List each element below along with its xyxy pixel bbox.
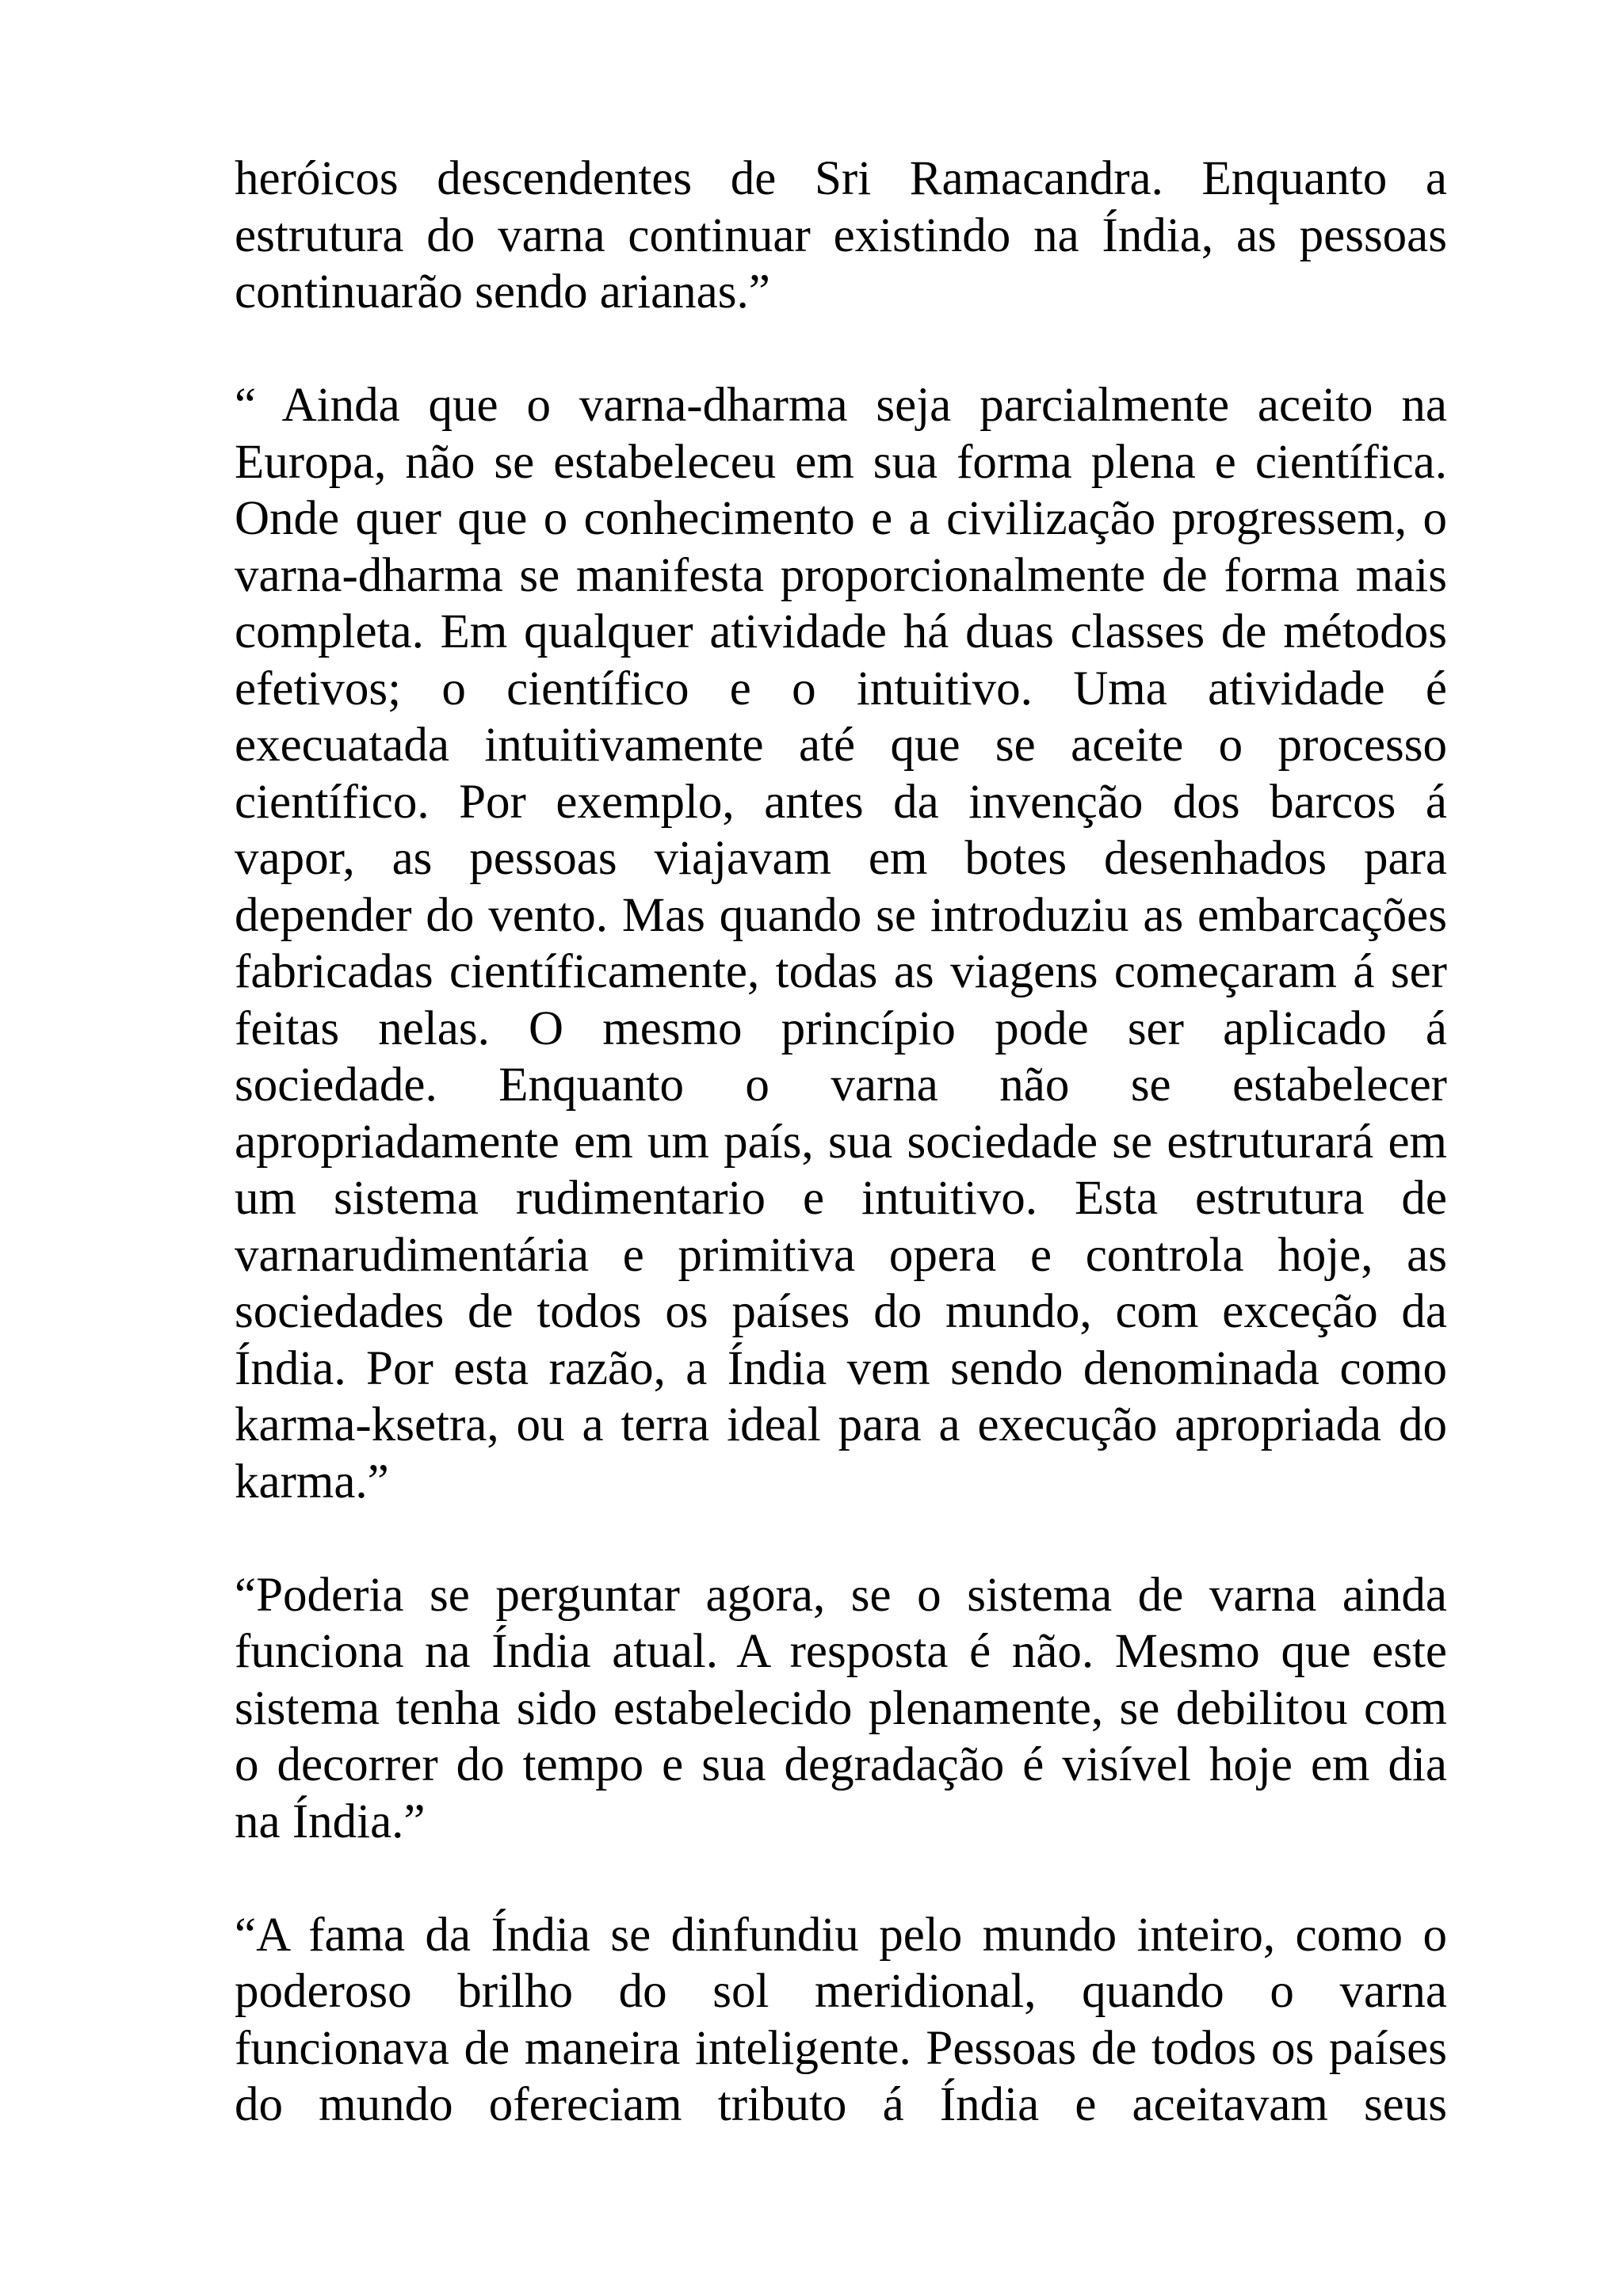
paragraph-2 (235, 377, 1447, 1510)
paragraph-1 (235, 151, 1447, 321)
text-line: funciona na Índia atual. A resposta é não. Mesmo que este (235, 1625, 1447, 1678)
paragraph-3 (235, 1567, 1447, 1851)
text-line: poderoso brilho do sol meridional, quando o varna (235, 1965, 1447, 2018)
text-line: karma-ksetra, ou a terra ideal para a execução apropriada do (235, 1398, 1447, 1451)
text-line: “A fama da Índia se dinfundiu pelo mundo inteiro, como o (235, 1908, 1447, 1962)
text-line: sistema tenha sido estabelecido plenamente, se debilitou com (235, 1681, 1447, 1735)
text-line: sociedade. Enquanto o varna não se estabelecer (235, 1058, 1447, 1112)
text-line: um sistema rudimentario e intuitivo. Esta estrutura de (235, 1172, 1447, 1225)
text-line: sociedades de todos os países do mundo, com exceção da (235, 1285, 1447, 1338)
text-line: heróicos descendentes de Sri Ramacandra. Enquanto a (235, 152, 1447, 205)
text-line: depender do vento. Mas quando se introduziu as embarcações (235, 888, 1447, 942)
text-line: varna-dharma se manifesta proporcionalmente de forma mais (235, 548, 1447, 602)
text-line: apropriadamente em um país, sua sociedade se estruturará em (235, 1115, 1447, 1169)
text-line: completa. Em qualquer atividade há duas classes de métodos (235, 605, 1447, 658)
text-line: científico. Por exemplo, antes da invenção dos barcos á (235, 775, 1447, 829)
text-line: continuarão sendo arianas.” (235, 265, 770, 318)
document-page (235, 151, 1447, 2134)
text-line: estrutura do varna continuar existindo na Índia, as pessoas (235, 208, 1447, 262)
text-line: funcionava de maneira inteligente. Pessoas de todos os países (235, 2021, 1447, 2075)
text-line: efetivos; o científico e o intuitivo. Uma atividade é (235, 662, 1447, 715)
text-line: feitas nelas. O mesmo princípio pode ser aplicado á (235, 1001, 1447, 1055)
text-line: do mundo ofereciam tributo á Índia e aceitavam seus (235, 2078, 1447, 2131)
text-line: na Índia.” (235, 1794, 426, 1848)
text-line: Europa, não se estabeleceu em sua forma plena e científica. (235, 435, 1447, 489)
paragraph-4 (235, 1907, 1447, 2134)
text-line: varnarudimentária e primitiva opera e controla hoje, as (235, 1228, 1447, 1282)
text-line: o decorrer do tempo e sua degradação é visível hoje em dia (235, 1738, 1447, 1791)
text-line: fabricadas científicamente, todas as viagens começaram á ser (235, 945, 1447, 998)
text-line: Índia. Por esta razão, a Índia vem sendo denominada como (235, 1341, 1447, 1395)
text-line: vapor, as pessoas viajavam em botes desenhados para (235, 832, 1447, 885)
text-line: “ Ainda que o varna-dharma seja parcialmente aceito na (235, 379, 1447, 432)
text-line: karma.” (235, 1455, 389, 1508)
text-line: execuatada intuitivamente até que se aceite o processo (235, 719, 1447, 772)
text-line: Onde quer que o conhecimento e a civilização progressem, o (235, 492, 1447, 545)
text-line: “Poderia se perguntar agora, se o sistema de varna ainda (235, 1568, 1447, 1622)
